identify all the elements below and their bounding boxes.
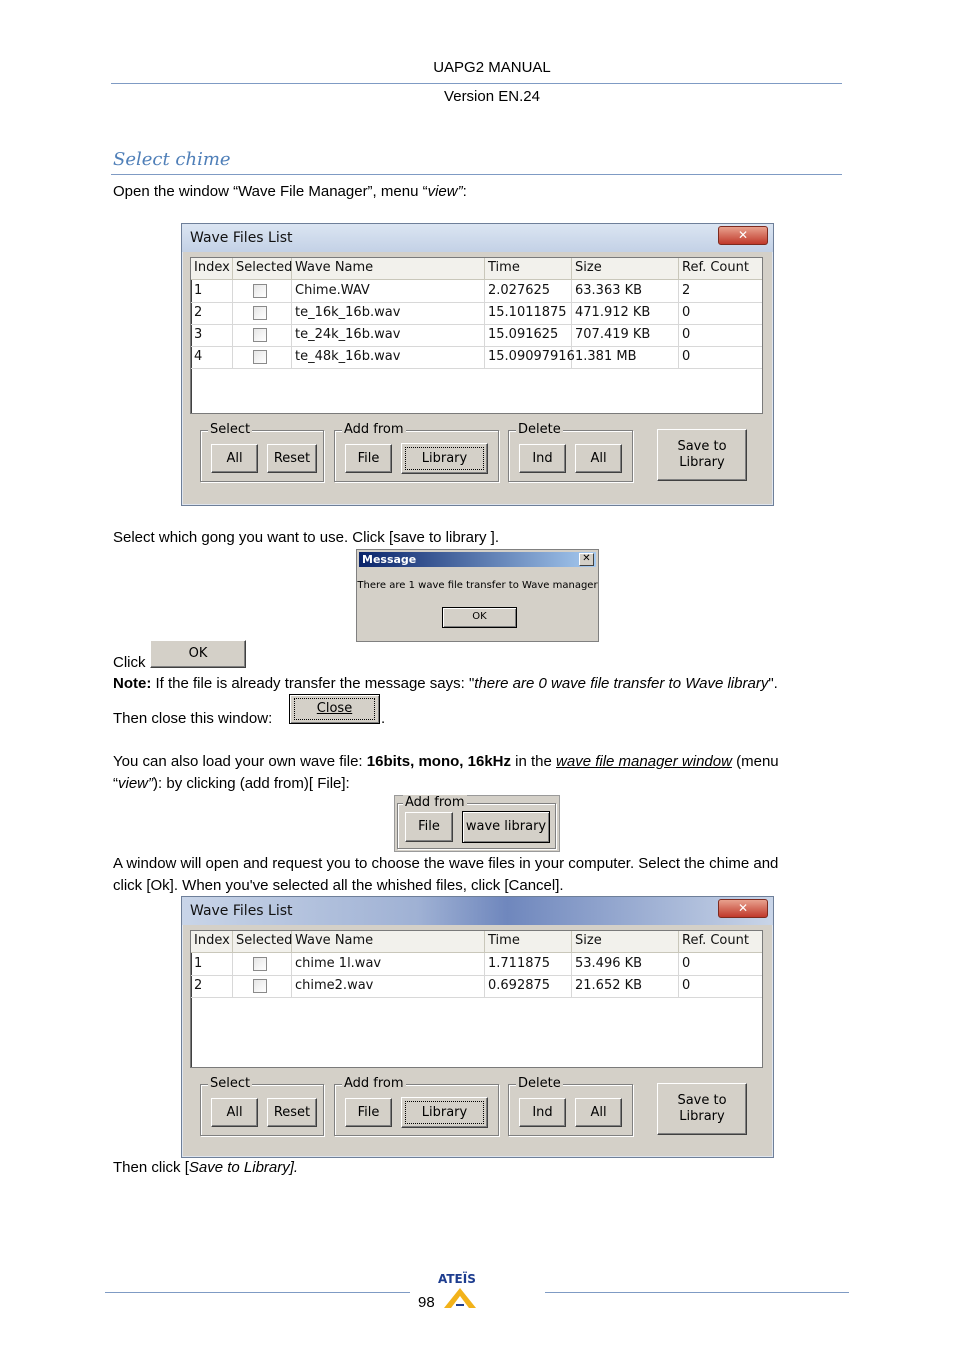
footer-rule-right	[545, 1292, 849, 1293]
add-from-group-label: Add from	[344, 422, 404, 437]
doc-title: UAPG2 MANUAL	[433, 59, 551, 76]
col-ref-count[interactable]: Ref. Count	[682, 933, 749, 948]
window-titlebar	[182, 224, 773, 252]
cell-time: 1.711875	[485, 953, 572, 975]
doc-version: Version EN.24	[444, 88, 540, 105]
add-file-button[interactable]: File	[345, 444, 392, 473]
add-library-button[interactable]: Library	[401, 443, 488, 474]
select-group	[200, 1076, 324, 1136]
message-text: There are 1 wave file transfer to Wave manager	[357, 580, 598, 591]
load-paragraph-line2	[113, 775, 350, 792]
cell-selected	[233, 953, 292, 975]
message-title: Message	[362, 553, 417, 566]
reset-button[interactable]: Reset	[267, 1098, 317, 1127]
delete-all-button[interactable]: All	[575, 1098, 622, 1127]
save-to-library-button[interactable]: Save to Library	[657, 1083, 747, 1135]
table-row[interactable]	[191, 953, 762, 976]
cell-name: chime 1l.wav	[292, 953, 485, 975]
then-action: Save to Library].	[188, 1159, 299, 1176]
section-title: Select chime	[113, 149, 231, 170]
note-text: If the file is already transfer the message says: "	[151, 675, 475, 692]
cell-ref: 0	[682, 978, 691, 993]
note-label: Note:	[113, 675, 152, 692]
select-group-label: Select	[210, 422, 251, 437]
row-checkbox[interactable]	[253, 284, 267, 298]
save-to-library-button[interactable]: Save to Library	[657, 429, 747, 481]
wave-files-list	[190, 257, 763, 414]
col-wave-name[interactable]: Wave Name	[292, 258, 485, 279]
load-text-4: ): by clicking (add from)[ File]:	[153, 775, 350, 792]
cell-name: te_24k_16b.wav	[292, 324, 485, 346]
close-icon[interactable]: ✕	[718, 226, 768, 245]
select-all-button[interactable]: All	[211, 444, 258, 473]
col-size[interactable]: Size	[572, 258, 679, 279]
load-menu: view”	[118, 775, 154, 792]
cell-index: 4	[191, 346, 233, 368]
intro-text: Open the window “Wave File Manager”, menu “	[113, 183, 428, 200]
close-period: .	[381, 710, 386, 727]
window-titlebar	[182, 897, 773, 925]
then-paragraph	[113, 1159, 298, 1176]
table-row[interactable]	[191, 975, 762, 998]
cell-time: 2.027625	[485, 280, 572, 302]
cell-ref: 2	[682, 283, 691, 298]
close-button[interactable]: Close	[289, 694, 380, 724]
row-checkbox[interactable]	[253, 957, 267, 971]
col-selected[interactable]: Selected	[233, 931, 292, 952]
page-number: 98	[418, 1294, 435, 1311]
table-row[interactable]	[191, 280, 762, 303]
cell-name: te_48k_16b.wav	[292, 346, 485, 368]
cell-selected	[233, 324, 292, 346]
cell-size: 471.912 KB	[572, 302, 679, 324]
col-index[interactable]: Index	[191, 258, 233, 279]
then-text: Then click [	[113, 1159, 189, 1176]
load-format: 16bits, mono, 16kHz	[366, 753, 511, 770]
add-from-group-label: Add from	[405, 795, 465, 810]
row-checkbox[interactable]	[253, 328, 267, 342]
add-file-button[interactable]: File	[405, 812, 453, 842]
add-from-panel	[394, 795, 560, 852]
cell-selected	[233, 302, 292, 324]
select-group-label: Select	[210, 1076, 251, 1091]
cell-name: te_16k_16b.wav	[292, 302, 485, 324]
cell-selected	[233, 975, 292, 997]
col-selected[interactable]: Selected	[233, 258, 292, 279]
cell-name: chime2.wav	[292, 975, 485, 997]
window-paragraph-line2: click [Ok]. When you've selected all the whished files, click [Cancel].	[113, 877, 564, 894]
cell-index: 3	[191, 324, 233, 346]
controls-panel	[190, 415, 761, 479]
cell-ref: 0	[682, 305, 691, 320]
window-title: Wave Files List	[190, 903, 293, 919]
list-header	[191, 931, 762, 953]
cell-ref: 0	[682, 349, 691, 364]
click-label: Click	[113, 654, 146, 671]
note-paragraph	[113, 675, 778, 692]
delete-group-label: Delete	[518, 422, 561, 437]
select-paragraph: Select which gong you want to use. Click [save to library ].	[113, 529, 500, 546]
message-dialog	[356, 549, 599, 642]
table-row[interactable]	[191, 346, 762, 369]
col-index[interactable]: Index	[191, 931, 233, 952]
ok-button[interactable]: OK	[150, 640, 246, 668]
close-icon[interactable]: ✕	[718, 899, 768, 918]
load-text-2: in the	[511, 753, 557, 770]
add-library-button[interactable]: Library	[401, 1097, 488, 1128]
controls-panel	[190, 1069, 761, 1133]
cell-ref: 0	[682, 327, 691, 342]
cell-time: 0.692875	[485, 975, 572, 997]
delete-group-label: Delete	[518, 1076, 561, 1091]
note-end: ".	[768, 675, 778, 692]
add-from-group	[334, 422, 499, 482]
cell-size: 63.363 KB	[572, 280, 679, 302]
col-time[interactable]: Time	[485, 258, 572, 279]
delete-group	[508, 422, 633, 482]
close-paragraph: Then close this window:	[113, 710, 273, 727]
col-time[interactable]: Time	[485, 931, 572, 952]
intro-menu: view”	[427, 183, 463, 200]
col-ref-count[interactable]: Ref. Count	[682, 260, 749, 275]
window-title: Wave Files List	[190, 230, 293, 246]
intro-paragraph	[113, 183, 467, 200]
footer-rule-left	[105, 1292, 410, 1293]
row-checkbox[interactable]	[253, 350, 267, 364]
delete-all-button[interactable]: All	[575, 444, 622, 473]
table-row[interactable]	[191, 324, 762, 347]
row-checkbox[interactable]	[253, 306, 267, 320]
load-quote: “	[113, 775, 118, 792]
brand-logo-text: ATEÏS	[438, 1272, 476, 1286]
header-rule	[111, 83, 842, 84]
load-text-3: (menu	[731, 753, 779, 770]
wave-files-window-1	[181, 223, 774, 506]
add-from-group-label: Add from	[344, 1076, 404, 1091]
cell-time: 15.1011875	[485, 302, 572, 324]
add-file-button[interactable]: File	[345, 1098, 392, 1127]
reset-button[interactable]: Reset	[267, 444, 317, 473]
add-from-group	[397, 795, 556, 849]
wave-files-list	[190, 930, 763, 1068]
intro-after: :	[462, 183, 467, 200]
close-icon[interactable]: ✕	[579, 553, 594, 566]
load-text: You can also load your own wave file:	[113, 753, 367, 770]
window-paragraph-line1: A window will open and request you to choose the wave files in your computer. Select the chime and	[113, 855, 779, 872]
col-wave-name[interactable]: Wave Name	[292, 931, 485, 952]
cell-size: 1.381 MB	[572, 346, 679, 368]
list-header	[191, 258, 762, 280]
cell-size: 53.496 KB	[572, 953, 679, 975]
cell-selected	[233, 346, 292, 368]
section-rule	[111, 174, 842, 175]
cell-time: 15.09097916	[485, 346, 572, 368]
note-quote: there are 0 wave file transfer to Wave library	[474, 675, 769, 692]
select-all-button[interactable]: All	[211, 1098, 258, 1127]
add-from-group	[334, 1076, 499, 1136]
cell-index: 1	[191, 280, 233, 302]
col-size[interactable]: Size	[572, 931, 679, 952]
cell-size: 21.652 KB	[572, 975, 679, 997]
cell-name: Chime.WAV	[292, 280, 485, 302]
row-checkbox[interactable]	[253, 979, 267, 993]
load-paragraph-line1	[113, 753, 779, 770]
wave-file-manager-link[interactable]: wave file manager window	[556, 753, 732, 770]
cell-ref: 0	[682, 956, 691, 971]
delete-group	[508, 1076, 633, 1136]
ateis-logo-icon	[442, 1286, 478, 1310]
wave-library-button[interactable]: wave library	[462, 811, 550, 843]
cell-selected	[233, 280, 292, 302]
delete-ind-button[interactable]: Ind	[519, 444, 566, 473]
cell-index: 1	[191, 953, 233, 975]
cell-index: 2	[191, 975, 233, 997]
cell-time: 15.091625	[485, 324, 572, 346]
table-row[interactable]	[191, 302, 762, 325]
message-titlebar	[359, 552, 596, 567]
select-group	[200, 422, 324, 482]
cell-index: 2	[191, 302, 233, 324]
cell-size: 707.419 KB	[572, 324, 679, 346]
delete-ind-button[interactable]: Ind	[519, 1098, 566, 1127]
message-ok-button[interactable]: OK	[442, 607, 517, 628]
wave-files-window-2	[181, 896, 774, 1158]
